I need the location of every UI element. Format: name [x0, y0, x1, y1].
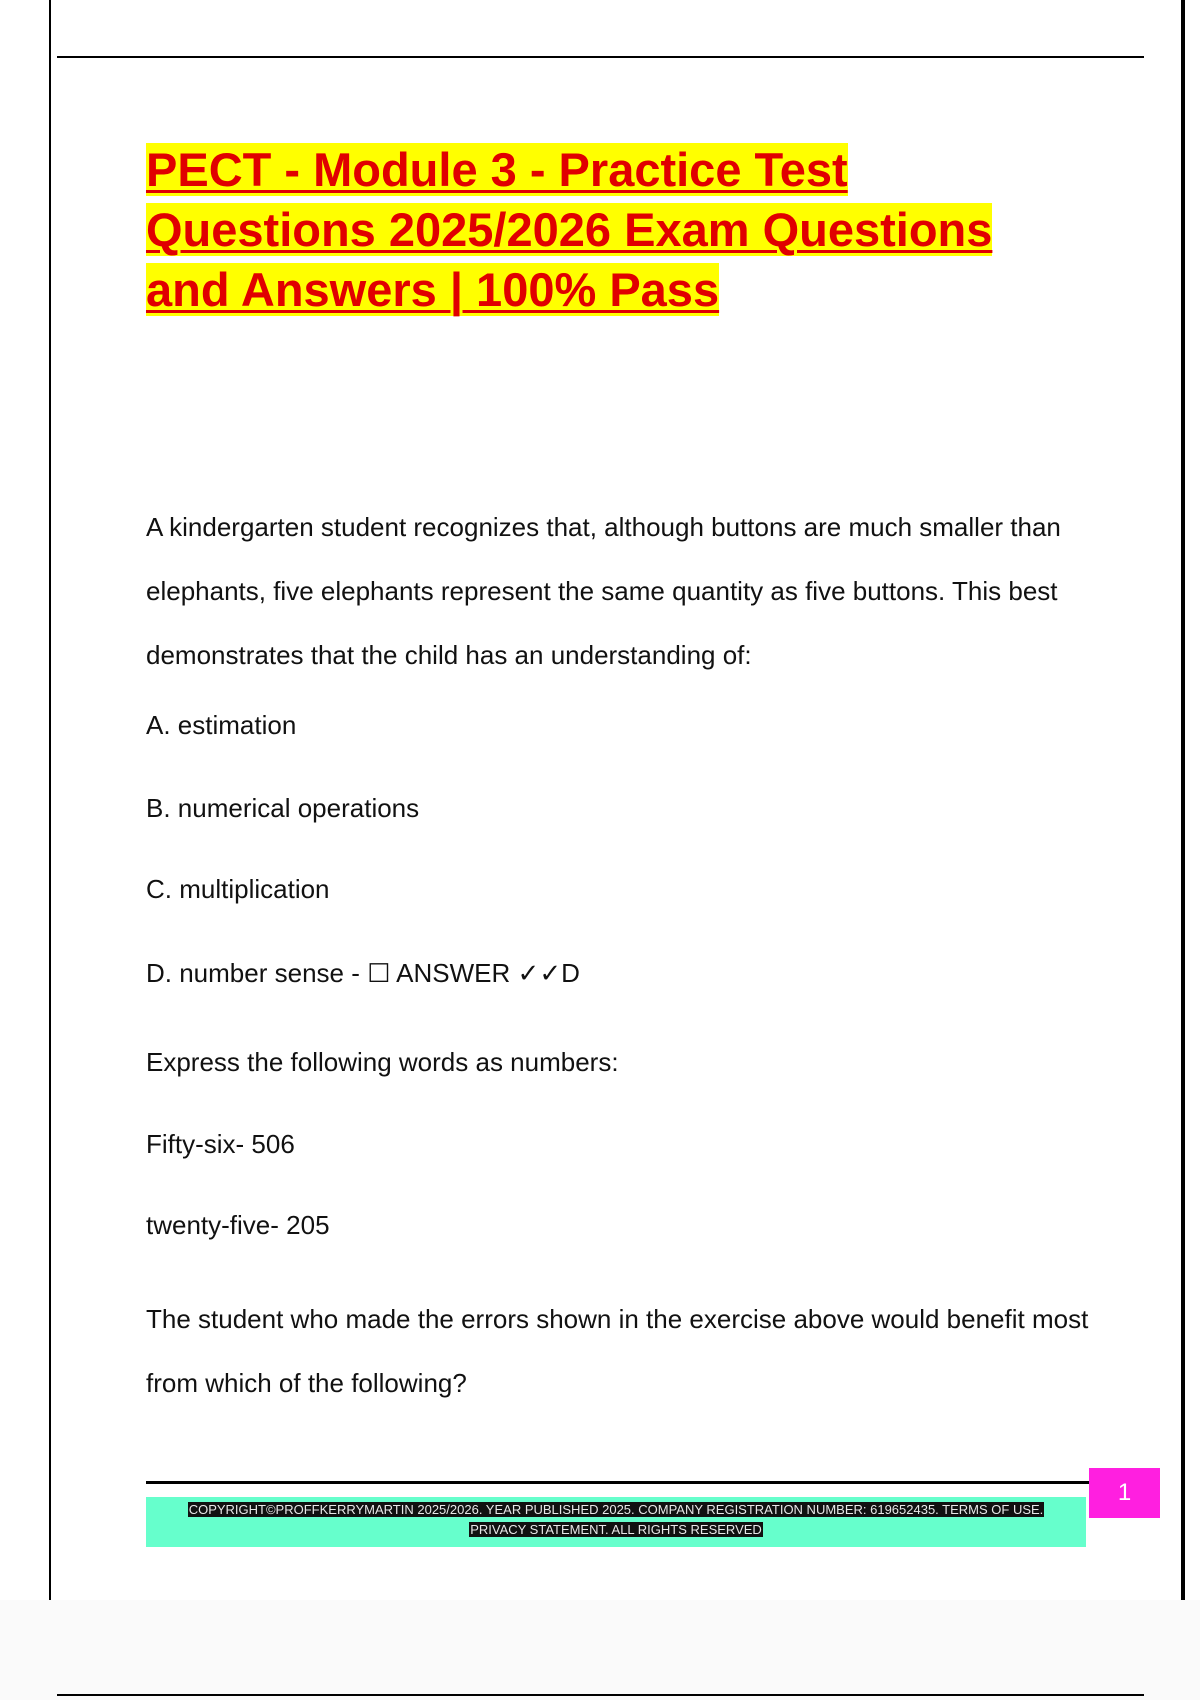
question2-stem: The student who made the errors shown in the exercise above would benefit most from which of the following?	[146, 1304, 1089, 1398]
question1-option-a: A. estimation	[146, 710, 297, 740]
question1-stem: A kindergarten student recognizes that, although buttons are much smaller than elephants, five elephants represent the same quantity as five buttons. This best demonstrates that the child has an understanding of:	[146, 512, 1061, 670]
header-rule	[57, 56, 1144, 58]
document-title-text: PECT - Module 3 - Practice Test Questions 2025/2026 Exam Questions and Answers | 100% Pass	[146, 143, 993, 316]
question1-option-b: B. numerical operations	[146, 793, 420, 823]
exercise-item: Fifty-six- 506	[146, 1129, 295, 1159]
copyright-line-2: PRIVACY STATEMENT. ALL RIGHTS RESERVED	[470, 1522, 762, 1537]
page-border-right	[1181, 0, 1185, 1600]
page-gap	[0, 1600, 1200, 1700]
exercise-prompt: Express the following words as numbers:	[146, 1047, 619, 1077]
page-border-left	[49, 0, 51, 1600]
question1-option-d-answer: D. number sense - ☐ ANSWER ✓✓D	[146, 958, 580, 988]
page-number-badge: 1	[1089, 1468, 1160, 1518]
document-title	[146, 140, 1046, 320]
footer-rule	[146, 1481, 1089, 1484]
copyright-footer	[146, 1497, 1086, 1547]
copyright-line-1: COPYRIGHT©PROFFKERRYMARTIN 2025/2026. YEAR PUBLISHED 2025. COMPANY REGISTRATION NUMBER: 619652435. TERMS OF USE.	[188, 1502, 1044, 1517]
exercise-item: twenty-five- 205	[146, 1210, 330, 1240]
question1-option-c: C. multiplication	[146, 874, 330, 904]
next-page-rule	[57, 1694, 1144, 1696]
